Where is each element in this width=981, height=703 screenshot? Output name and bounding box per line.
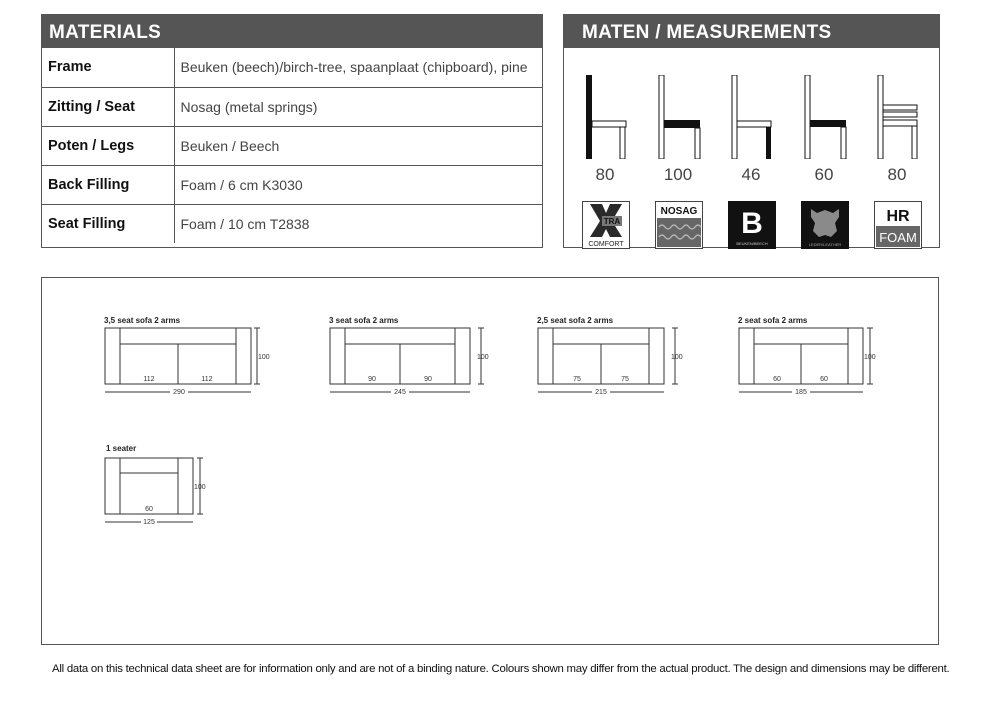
materials-panel bbox=[41, 14, 543, 248]
chair-backrest-width-icon bbox=[874, 75, 924, 159]
foam-label: FOAM bbox=[879, 230, 917, 245]
chair-backrest-height-icon bbox=[582, 75, 632, 159]
hr-label: HR bbox=[886, 208, 910, 225]
material-value: Foam / 6 cm K3030 bbox=[174, 165, 542, 204]
measurement-value: 80 bbox=[595, 165, 615, 184]
beech-caption: BEUKEN/BEECH bbox=[736, 241, 768, 246]
nosag-label: NOSAG bbox=[660, 206, 698, 217]
width-label: 215 bbox=[595, 389, 607, 396]
material-value: Beuken / Beech bbox=[174, 126, 542, 165]
material-label: Seat Filling bbox=[42, 204, 174, 243]
seat-width-label: 112 bbox=[201, 376, 213, 383]
disclaimer-footer: All data on this technical data sheet are for information only and are not of a binding nature. Colours shown may differ from the actual product. The design and dimensions may be different. bbox=[52, 663, 950, 675]
measurements-title: MATEN / MEASUREMENTS bbox=[564, 15, 939, 48]
seat-width-label: 60 bbox=[773, 376, 781, 383]
materials-row bbox=[42, 87, 542, 126]
chair-seat-width-icon bbox=[801, 75, 851, 159]
material-label: Poten / Legs bbox=[42, 126, 174, 165]
nosag-springs-icon bbox=[655, 201, 703, 249]
seat-width-label: 112 bbox=[143, 376, 155, 383]
measurements-panel bbox=[563, 14, 940, 248]
hr-foam-icon bbox=[874, 201, 922, 249]
measurement-value: 100 bbox=[663, 165, 693, 184]
comfort-label: COMFORT bbox=[588, 241, 624, 248]
sofa-title: 2,5 seat sofa 2 arms bbox=[537, 316, 614, 325]
material-label: Back Filling bbox=[42, 165, 174, 204]
material-value: Foam / 10 cm T2838 bbox=[180, 215, 310, 232]
sofa-drawings-panel bbox=[41, 277, 939, 645]
materials-table bbox=[42, 48, 542, 243]
depth-label: 100 bbox=[477, 354, 489, 361]
seat-width-label: 75 bbox=[621, 376, 629, 383]
sofa-drawing bbox=[100, 454, 220, 530]
xtra-comfort-icon bbox=[582, 201, 630, 249]
seat-width-label: 75 bbox=[573, 376, 581, 383]
leather-caption: LEDER/LEATHER bbox=[808, 242, 842, 247]
materials-row bbox=[42, 204, 542, 243]
sofa-title: 3 seat sofa 2 arms bbox=[329, 316, 399, 325]
materials-row bbox=[42, 165, 542, 204]
measurement-value: 80 bbox=[887, 165, 907, 184]
depth-label: 100 bbox=[864, 354, 876, 361]
material-value: Beuken (beech)/birch-tree, spaanplaat (chipboard), pine bbox=[174, 48, 542, 87]
depth-label: 100 bbox=[258, 354, 270, 361]
sofa-title: 2 seat sofa 2 arms bbox=[738, 316, 808, 325]
sofa-drawing bbox=[325, 326, 495, 398]
depth-label: 100 bbox=[194, 484, 206, 491]
sofa-drawing bbox=[533, 326, 703, 398]
leather-hide-icon bbox=[801, 201, 849, 249]
material-label: Zitting / Seat bbox=[42, 87, 174, 126]
chair-seat-height-icon bbox=[655, 75, 705, 159]
sofa-title: 3,5 seat sofa 2 arms bbox=[104, 316, 181, 325]
materials-row bbox=[42, 126, 542, 165]
sofa-drawing bbox=[100, 326, 270, 398]
measurement-value: 60 bbox=[814, 165, 834, 184]
beech-letter: B bbox=[741, 207, 763, 240]
chair-seat-depth-icon bbox=[728, 75, 778, 159]
width-label: 185 bbox=[795, 389, 807, 396]
materials-title: MATERIALS bbox=[42, 15, 542, 48]
width-label: 290 bbox=[173, 389, 185, 396]
sofa-drawing bbox=[734, 326, 904, 398]
seat-width-label: 90 bbox=[368, 376, 376, 383]
seat-width-label: 60 bbox=[820, 376, 828, 383]
materials-row bbox=[42, 48, 542, 87]
seat-width-label: 60 bbox=[145, 506, 153, 513]
material-label: Frame bbox=[42, 48, 174, 87]
depth-label: 100 bbox=[671, 354, 683, 361]
width-label: 125 bbox=[143, 519, 155, 526]
beech-wood-icon bbox=[728, 201, 776, 249]
width-label: 245 bbox=[394, 389, 406, 396]
xtra-label: TRA bbox=[603, 217, 621, 226]
measurement-value: 46 bbox=[741, 165, 761, 184]
sofa-title: 1 seater bbox=[106, 444, 137, 453]
seat-width-label: 90 bbox=[424, 376, 432, 383]
material-value: Nosag (metal springs) bbox=[174, 87, 542, 126]
